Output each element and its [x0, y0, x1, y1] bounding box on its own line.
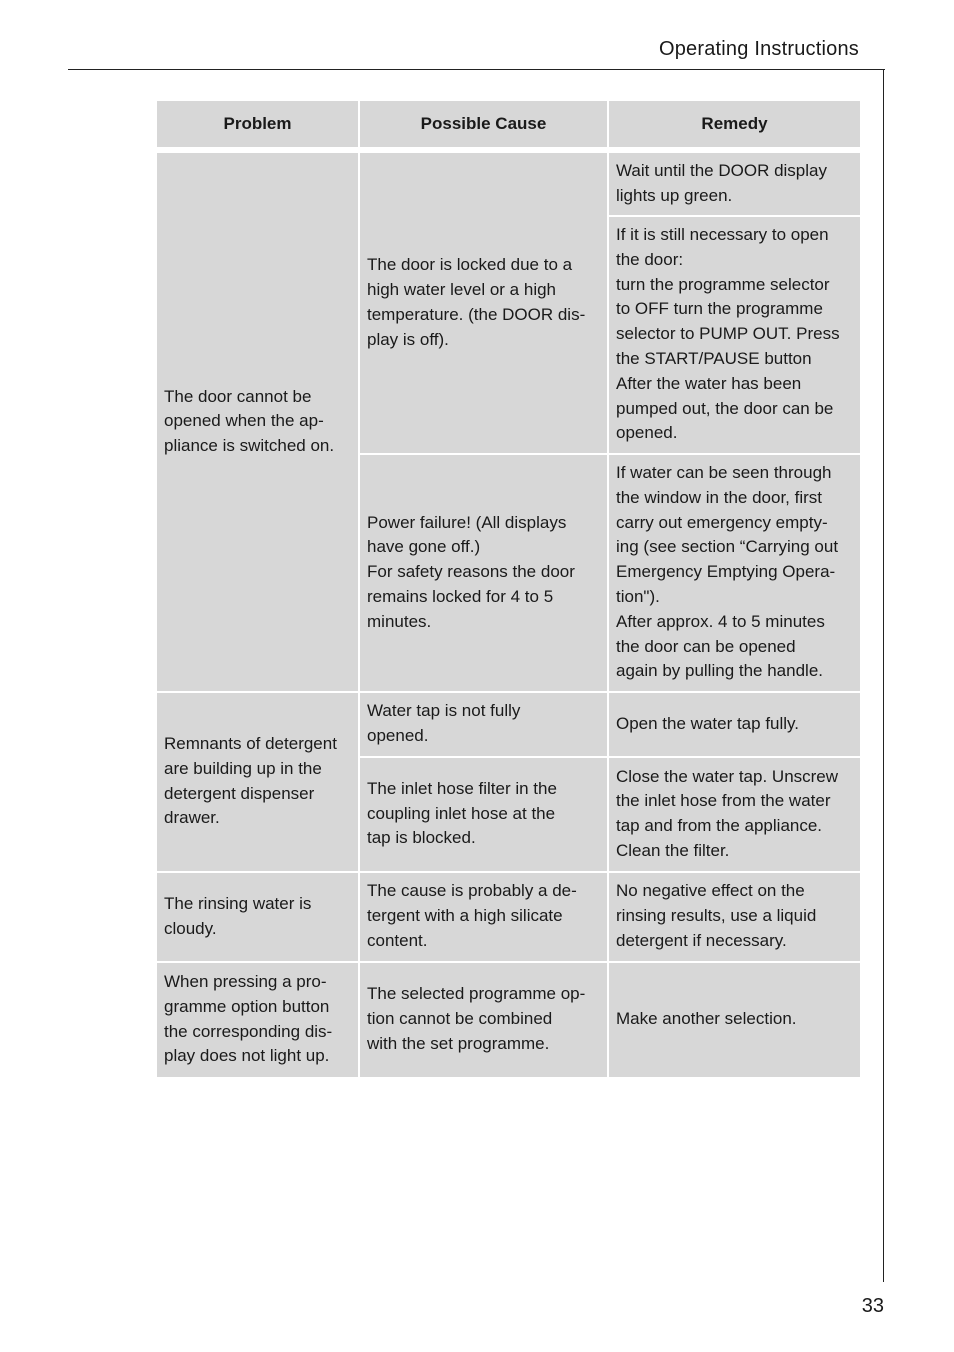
text-line: are building up in the	[164, 758, 322, 778]
text-line: play is off).	[367, 329, 449, 349]
text-line: the door:	[616, 249, 684, 269]
cause-cell-inlet-filter	[360, 758, 609, 873]
text-line: the door can be opened	[616, 636, 796, 656]
text-line: Clean the filter.	[616, 840, 730, 860]
text-line: the inlet hose from the water	[616, 791, 831, 811]
text-line: tergent with a high silicate	[367, 906, 563, 926]
text-line: The door cannot be	[164, 386, 312, 406]
text-line: Open the water tap fully.	[616, 713, 800, 733]
text-line: The inlet hose filter in the	[367, 778, 557, 798]
text-line: When pressing a pro-	[164, 972, 327, 991]
table-row	[157, 873, 860, 963]
text-line: Water tap is not fully	[367, 701, 521, 721]
text-line: After the water has been	[616, 373, 802, 393]
text-line: If water can be seen through	[616, 463, 832, 482]
cause-cell-power-failure	[360, 455, 609, 693]
text-line: pumped out, the door can be	[616, 398, 834, 418]
text-line: For safety reasons the door	[367, 562, 575, 582]
text-line: Wait until the DOOR display	[616, 161, 827, 180]
cause-cell-water-tap	[360, 693, 609, 758]
text-line: The door is locked due to a	[367, 255, 573, 275]
text-line: temperature. (the DOOR dis-	[367, 304, 586, 324]
text-line: the START/PAUSE button	[616, 348, 812, 368]
text-line: opened.	[367, 726, 429, 746]
table-row	[157, 153, 860, 217]
text-line: ing (see section “Carrying out	[616, 537, 839, 557]
text-line: selector to PUMP OUT. Press	[616, 324, 840, 344]
text-line: play does not light up.	[164, 1046, 330, 1066]
cause-cell-cloudy	[360, 873, 609, 963]
text-line: tion cannot be combined	[367, 1009, 553, 1029]
text-line: Close the water tap. Unscrew	[616, 766, 839, 786]
problem-cell-cloudy	[157, 873, 360, 963]
cause-cell-option	[360, 963, 609, 1077]
text-line: drawer.	[164, 808, 220, 828]
header-possible-cause: Possible Cause	[360, 101, 609, 147]
text-line: coupling inlet hose at the	[367, 803, 556, 823]
text-line: remains locked for 4 to 5	[367, 586, 554, 606]
header-problem: Problem	[157, 101, 360, 147]
text-line: minutes.	[367, 611, 432, 631]
text-line: detergent if necessary.	[616, 930, 787, 950]
table-row	[157, 963, 860, 1077]
remedy-cell-power-failure	[609, 455, 860, 693]
text-line: The selected programme op-	[367, 984, 586, 1004]
text-line: the corresponding dis-	[164, 1021, 333, 1041]
header-remedy: Remedy	[609, 101, 860, 147]
text-line: tap is blocked.	[367, 828, 476, 848]
text-line: with the set programme.	[367, 1033, 550, 1053]
text-line: After approx. 4 to 5 minutes	[616, 611, 825, 631]
page-header-title: Operating Instructions	[658, 38, 859, 60]
text-line: turn the programme selector	[616, 274, 830, 294]
text-line: rinsing results, use a liquid	[616, 906, 817, 926]
text-line: the window in the door, first	[616, 487, 823, 507]
text-line: opened when the ap-	[164, 411, 324, 431]
remedy-cell-inlet-filter	[609, 758, 860, 873]
text-line: high water level or a high	[367, 280, 557, 299]
text-line: pliance is switched on.	[164, 436, 335, 456]
text-line: tap and from the appliance.	[616, 816, 823, 836]
problem-cell-detergent	[157, 693, 360, 873]
margin-rule	[883, 69, 884, 1282]
remedy-cell-door-open	[609, 217, 860, 455]
page-number: 33	[861, 1295, 884, 1317]
text-line: The rinsing water is	[164, 893, 312, 913]
text-line: Power failure! (All displays	[367, 512, 567, 532]
text-line: The cause is probably a de-	[367, 881, 577, 901]
problem-cell-door	[157, 153, 360, 693]
text-line: cloudy.	[164, 918, 217, 938]
text-line: Remnants of detergent	[164, 734, 337, 753]
table-row	[157, 693, 860, 758]
text-line: tion").	[616, 586, 660, 606]
text-line: content.	[367, 930, 428, 950]
text-line: opened.	[616, 423, 678, 443]
troubleshooting-table	[157, 101, 860, 1077]
text-line: carry out emergency empty-	[616, 512, 828, 532]
table-header-row	[157, 101, 860, 147]
header-rule	[68, 69, 885, 70]
text-line: Make another selection.	[616, 1009, 797, 1029]
text-line: No negative effect on the	[616, 881, 805, 901]
problem-cell-option	[157, 963, 360, 1077]
text-line: Emergency Emptying Opera-	[616, 562, 836, 582]
text-line: have gone off.)	[367, 537, 481, 557]
remedy-cell-cloudy	[609, 873, 860, 963]
text-line: again by pulling the handle.	[616, 661, 823, 681]
text-line: detergent dispenser	[164, 783, 315, 803]
cause-cell-door-locked	[360, 153, 609, 455]
text-line: If it is still necessary to open	[616, 225, 829, 244]
remedy-cell-door-wait	[609, 153, 860, 217]
text-line: to OFF turn the programme	[616, 299, 823, 319]
text-line: gramme option button	[164, 996, 330, 1016]
text-line: lights up green.	[616, 185, 733, 205]
remedy-cell-water-tap	[609, 693, 860, 758]
remedy-cell-option	[609, 963, 860, 1077]
